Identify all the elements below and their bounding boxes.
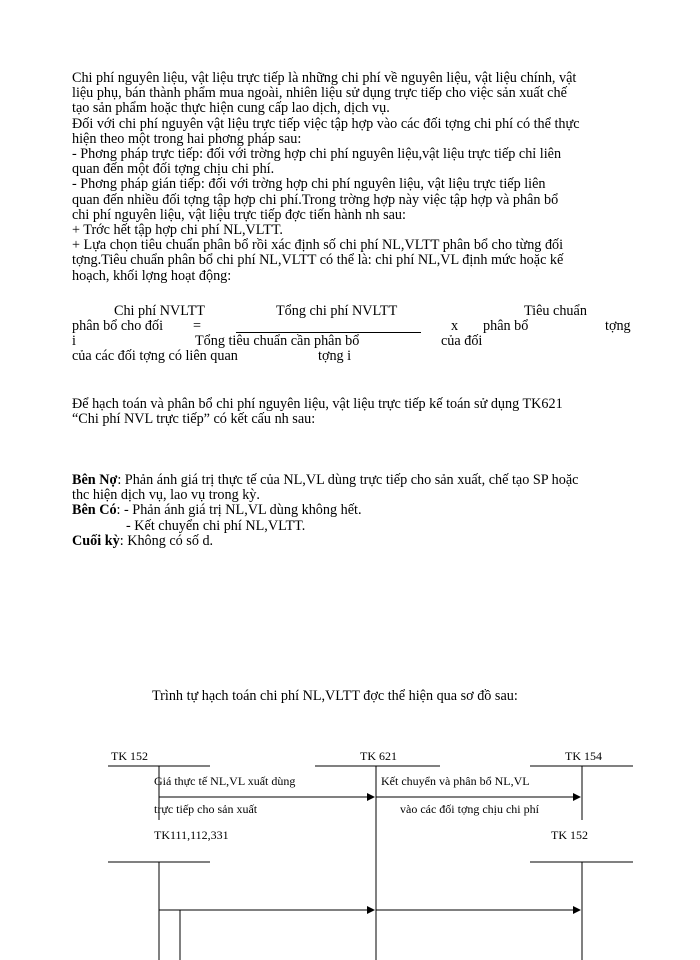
formula-left-sub: i (72, 333, 76, 349)
intro-paragraph (72, 71, 652, 284)
arrow2-label: vào các đối tợng chịu chi phí (400, 802, 539, 816)
formula-right-mid: phân bổ (483, 318, 529, 334)
formula-right-top: Tiêu chuẩn (524, 303, 587, 319)
formula-equals: = (193, 318, 202, 334)
formula-denominator: Tổng tiêu chuẩn cần phân bổ (195, 333, 360, 349)
formula-numerator-left: Chi phí NVLTT (114, 303, 205, 319)
text-line: - Kết chuyển chi phí NL,VLTT. (126, 517, 306, 534)
text-line: thc hiện dịch vụ, lao vụ trong kỳ. (72, 487, 260, 504)
formula-right-mid-end: tợng (605, 318, 631, 334)
account-structure (72, 473, 652, 549)
formula-right-bottom: của đối (441, 333, 483, 349)
text-line: hoạch, khối lợng hoạt động: (72, 267, 232, 284)
text-line: quan đến một đối tợng chịu chi phí. (72, 161, 275, 178)
text-line: hiện theo một trong hai phơng pháp sau: (72, 130, 302, 147)
arrow1-label: trực tiếp cho sản xuất (154, 802, 258, 816)
text-line: chi phí nguyên liệu, vật liệu trực tiếp đợc tiến hành nh sau: (72, 206, 406, 223)
formula-left-bottom: của các đối tợng có liên quan (72, 348, 238, 364)
tk152b-label: TK 152 (551, 828, 588, 842)
text-line: liệu phụ, bán thành phẩm mua ngoài, nhiên liệu sử dụng trực tiếp cho việc sản xuất chế (72, 85, 567, 102)
text-line: - Phơng pháp trực tiếp: đối với trờng hợp chi phí nguyên liệu,vật liệu trực tiếp chỉ liên (72, 146, 562, 163)
diagram-caption: Trình tự hạch toán chi phí NL,VLTT đợc thể hiện qua sơ đồ sau: (152, 688, 518, 704)
tk154-label: TK 154 (565, 749, 602, 763)
tk111-label: TK111,112,331 (154, 828, 229, 842)
text-line: tợng.Tiêu chuẩn phân bổ chi phí NL,VLTT có thể là: chi phí NL,VL định mức hoặc kế (72, 252, 564, 269)
tk621-label: TK 621 (360, 749, 397, 763)
formula-times: x (451, 318, 459, 334)
arrow1-label: Giá thực tế NL,VL xuất dùng (154, 774, 296, 788)
tk152-label: TK 152 (111, 749, 148, 763)
text-line: Chi phí nguyên liệu, vật liệu trực tiếp là những chi phí về nguyên liệu, vật liệu chính, vật (72, 70, 577, 86)
formula-left-mid: phân bổ cho đối (72, 318, 164, 334)
text-line: “Chi phí NVL trực tiếp” có kết cấu nh sau: (72, 411, 316, 428)
tk621-paragraph (72, 397, 652, 427)
arrow2-label: Kết chuyển và phân bổ NL,VL (381, 774, 530, 788)
formula-numerator-center: Tổng chi phí NVLTT (276, 303, 398, 319)
closing-line: Cuối kỳ: Không có số d. (72, 532, 214, 549)
text-line: Đối với chi phí nguyên vật liệu trực tiếp việc tập hợp vào các đối tợng chi phí có thể thực (72, 115, 580, 132)
formula-bottom-end: tợng i (318, 348, 352, 364)
text-line: - Phơng pháp gián tiếp: đối với trờng hợp chi phí nguyên liệu, vật liệu trực tiếp liên (72, 176, 546, 193)
text-line: quan đến nhiều đối tợng tập hợp chi phí.Trong trờng hợp này việc tập hợp và phân bổ (72, 191, 559, 208)
credit-line: Bên Có: - Phản ánh giá trị NL,VL dùng không hết. (72, 502, 362, 519)
text-line: tạo sản phẩm hoặc thực hiện cung cấp lao dịch, dịch vụ. (72, 100, 390, 117)
text-line: Để hạch toán và phân bổ chi phí nguyên liệu, vật liệu trực tiếp kế toán sử dụng TK621 (72, 396, 563, 412)
debit-line: Bên Nợ: Phản ánh giá trị thực tế của NL,VL dùng trực tiếp cho sản xuất, chế tạo SP hoặc (72, 472, 579, 488)
text-line: + Trớc hết tập hợp chi phí NL,VLTT. (72, 222, 283, 239)
accounting-flow-diagram (0, 740, 700, 960)
text-line: + Lựa chọn tiêu chuẩn phân bổ rồi xác định số chi phí NL,VLTT phân bổ cho từng đối (72, 237, 564, 254)
